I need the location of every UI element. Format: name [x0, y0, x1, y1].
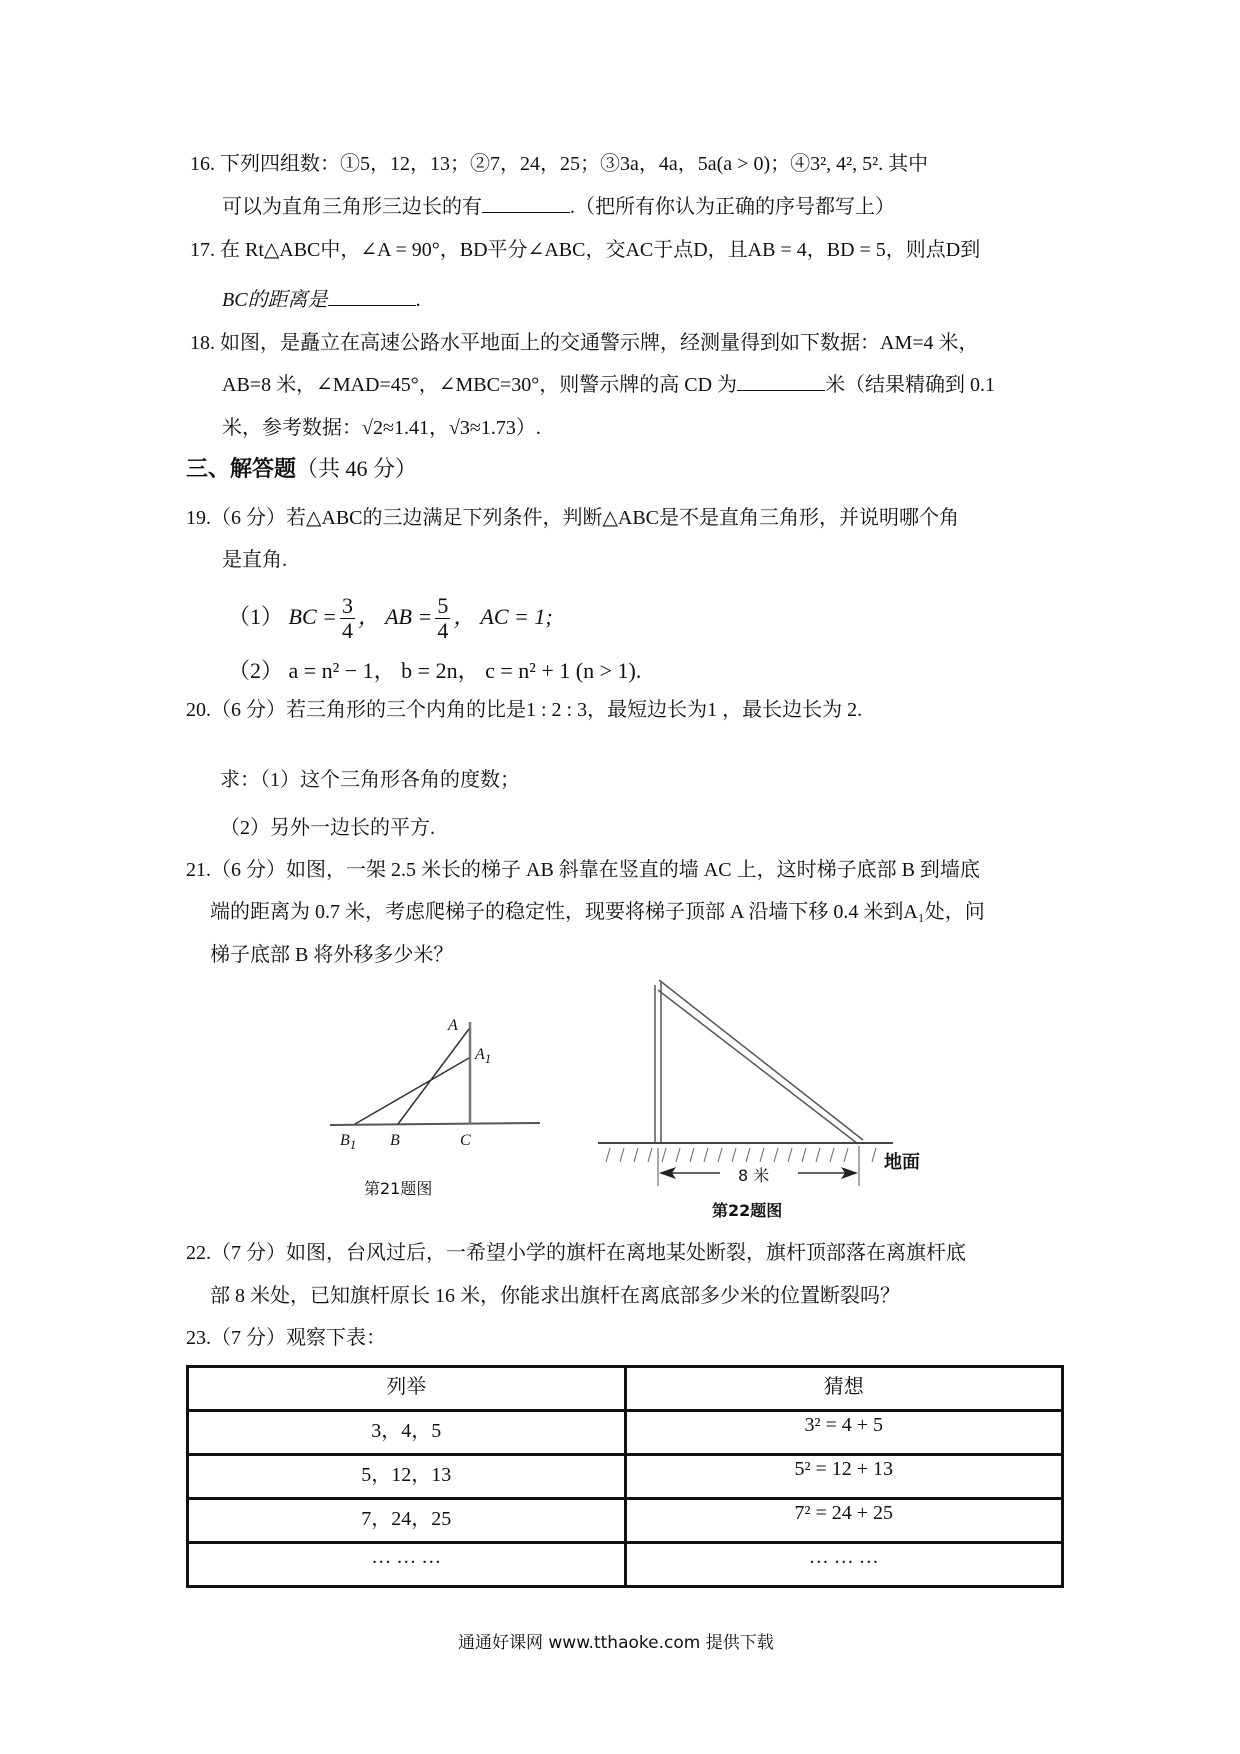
table-cell: … … …	[188, 1543, 626, 1587]
label-A1-sub: 1	[484, 1051, 492, 1067]
q18-line2-tail: 米（结果精确到 0.1	[825, 374, 996, 396]
q16-line2-tail: .（把所有你认为正确的序号都写上）	[570, 196, 895, 218]
label-B1-main: B	[340, 1132, 350, 1149]
fig22-caption: 第22题图	[712, 1201, 783, 1220]
fraction-5-4	[435, 594, 450, 643]
q18-line1: 18. 如图，是矗立在高速公路水平地面上的交通警示牌，经测量得到如下数据：AM=4 米，	[190, 332, 979, 354]
q19-part1-label: （1）	[228, 604, 284, 629]
ladder-diagram	[320, 1010, 540, 1140]
fig21-caption: 第21题图	[364, 1179, 433, 1198]
table-cell: 7，24，25	[188, 1499, 626, 1543]
q16-line1: 16. 下列四组数：①5，12，13；②7，24，25；③3a，4a，5a(a > 0)；④3², 4², 5². 其中	[190, 153, 929, 175]
q19-part1	[228, 590, 553, 644]
q19-part1-ac: ， AC = 1;	[453, 604, 553, 629]
q18-line2-text: AB=8 米，∠MAD=45°，∠MBC=30°，则警示牌的高 CD 为	[222, 374, 738, 396]
table-cell: … … …	[625, 1543, 1063, 1587]
q19-part1-ab: ， AB =	[357, 604, 433, 629]
fraction-num: 3	[341, 593, 353, 619]
table-header-enumerate: 列举	[188, 1367, 626, 1411]
label-B1-sub: 1	[349, 1137, 357, 1153]
q20-line1: 20.（6 分）若三角形的三个内角的比是1 : 2 : 3，最短边长为1 ，最长边长为 2.	[186, 699, 863, 721]
answer-blank-16[interactable]	[482, 194, 570, 213]
ground-label: 地面	[884, 1152, 920, 1173]
label-B: B	[390, 1132, 400, 1149]
q17-line2-text: BC的距离是	[222, 289, 328, 311]
q17-line1: 17. 在 Rt△ABC中，∠A = 90°，BD平分∠ABC，交AC于点D，且AB = 4，BD = 5，则点D到	[190, 239, 981, 261]
q21-line2: 端的距离为 0.7 米，考虑爬梯子的稳定性，现要将梯子顶部 A 沿墙下移 0.4 米到A₁处，问	[210, 901, 985, 923]
fraction-den: 4	[437, 618, 449, 644]
answer-blank-18[interactable]	[737, 372, 825, 391]
label-A: A	[448, 1017, 458, 1034]
q19-line1: 19.（6 分）若△ABC的三边满足下列条件，判断△ABC是不是直角三角形，并说明哪个角	[186, 507, 960, 529]
table-row	[188, 1411, 1063, 1455]
table-header-conjecture: 猜想	[625, 1367, 1063, 1411]
q19-part2: （2） a = n² − 1， b = 2n， c = n² + 1 (n > 1).	[228, 658, 642, 683]
flagpole-diagram	[598, 970, 898, 1190]
q22-line1: 22.（7 分）如图，台风过后，一希望小学的旗杆在离地某处断裂，旗杆顶部落在离旗杆底	[186, 1242, 966, 1264]
label-A1	[475, 1042, 491, 1072]
fraction-den: 4	[341, 618, 353, 644]
q17-line2-tail: .	[415, 289, 421, 311]
q19-line2: 是直角.	[222, 549, 287, 571]
fraction-3-4	[340, 594, 355, 643]
q22-line2: 部 8 米处，已知旗杆原长 16 米，你能求出旗杆在离底部多少米的位置断裂吗？	[210, 1285, 900, 1307]
label-A1-main: A	[475, 1046, 485, 1063]
fraction-num: 5	[437, 593, 449, 619]
table-header-row	[188, 1367, 1063, 1411]
q21-line1: 21.（6 分）如图，一架 2.5 米长的梯子 AB 斜靠在竖直的墙 AC 上，这时梯子底部 B 到墙底	[186, 859, 980, 881]
table-row	[188, 1455, 1063, 1499]
distance-label: 8 米	[738, 1166, 770, 1185]
section-score: （共 46 分）	[296, 456, 418, 481]
answer-blank-17[interactable]	[328, 287, 416, 306]
table-cell: 7² = 24 + 25	[625, 1499, 1063, 1543]
table-cell: 5，12，13	[188, 1455, 626, 1499]
observation-table	[186, 1365, 1064, 1588]
q18-line3: 米，参考数据：√2≈1.41，√3≈1.73）.	[222, 417, 541, 439]
table-cell: 3² = 4 + 5	[625, 1411, 1063, 1455]
table-row	[188, 1543, 1063, 1587]
q16-line2	[222, 194, 895, 220]
q20-line2: 求：（1）这个三角形各角的度数；	[220, 769, 520, 791]
q19-part1-bc: BC =	[288, 604, 337, 629]
q20-line3: （2）另外一边长的平方.	[220, 817, 435, 839]
section-heading	[186, 456, 417, 482]
table-cell: 5² = 12 + 13	[625, 1455, 1063, 1499]
table-row	[188, 1499, 1063, 1543]
q21-line3: 梯子底部 B 将外移多少米？	[210, 944, 454, 966]
q17-line2	[222, 287, 421, 313]
label-C: C	[460, 1132, 471, 1149]
footer-source: 通通好课网 www.tthaoke.com 提供下载	[458, 1633, 774, 1653]
section-title: 三、解答题	[186, 456, 297, 481]
q16-line2-text: 可以为直角三角形三边长的有	[222, 196, 482, 218]
label-B1	[340, 1128, 356, 1158]
q23-line1: 23.（7 分）观察下表：	[186, 1327, 386, 1349]
table-cell: 3，4，5	[188, 1411, 626, 1455]
q18-line2	[222, 372, 995, 398]
